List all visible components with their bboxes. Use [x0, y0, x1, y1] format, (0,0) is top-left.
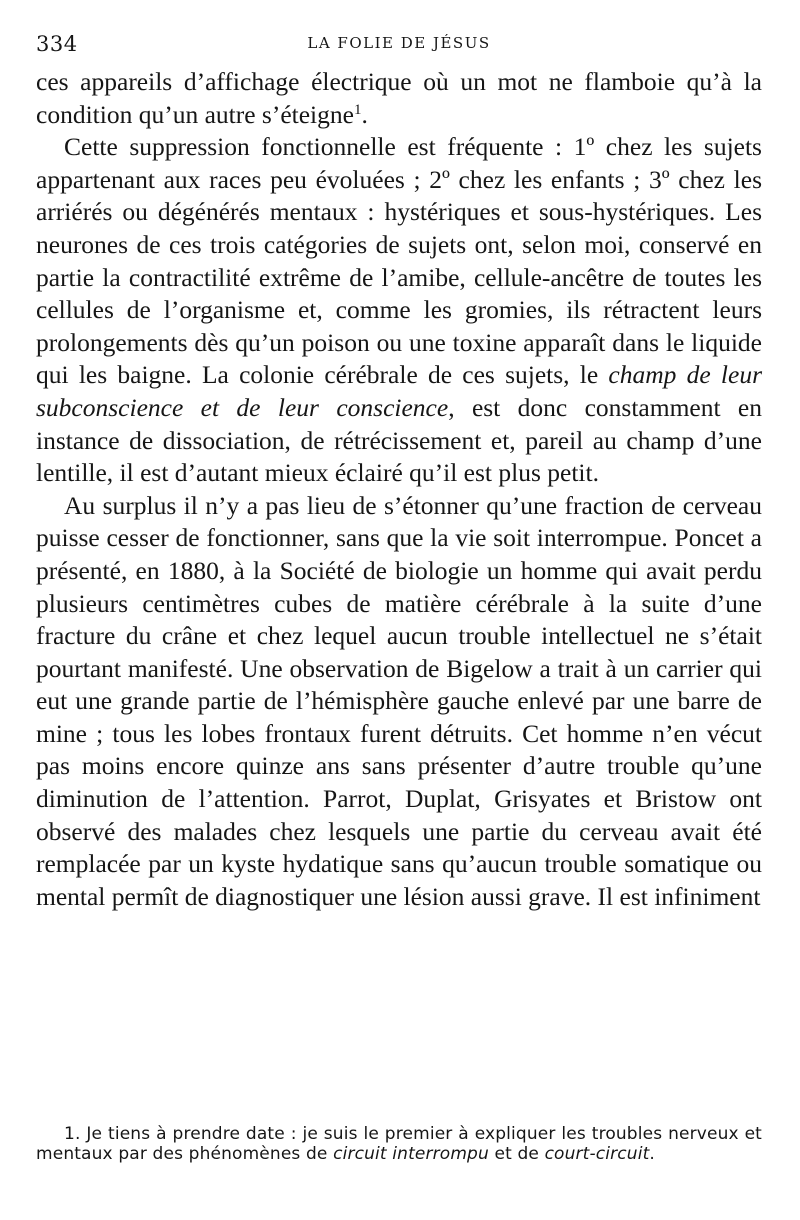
- paragraph-1-text: ces appareils d’affichage électrique où un mot ne flamboie qu’à la condition qu’un autre s’éteigne: [36, 67, 762, 129]
- paragraph-2-italic: champ de leur subconscience et de leur conscience: [36, 360, 762, 422]
- footnote-reference: 1: [353, 101, 362, 118]
- running-title: LA FOLIE DE JÉSUS: [307, 34, 491, 52]
- footnote-text-end: .: [649, 1143, 655, 1164]
- footnote-text-start: 1. Je tiens à prendre date : je suis le premier à expliquer les troubles nerveux et mentaux par des phénomènes de: [36, 1124, 762, 1164]
- paragraph-2: [36, 131, 762, 490]
- paragraph-2-text-end: , est donc constamment en instance de dissociation, de rétrécissement et, pareil au champ d’une lentille, il est d’autant mieux éclairé qu’il est plus petit.: [36, 392, 762, 488]
- paragraph-3: Au surplus il n’y a pas lieu de s’étonner qu’une fraction de cerveau puisse cesser de fonctionner, sans que la vie soit interrompue. Poncet a présenté, en 1880, à la Société de biologie un homme qui avait perdu plusieurs centimètres cubes de matière cérébrale à la suite d’une fracture du crâne et chez lequel aucun trouble intellectuel ne s’était pourtant manifesté. Une observation de Bigelow a trait à un carrier qui eut une grande partie de l’hémisphère gauche enlevé par une barre de mine ; tous les lobes frontaux furent détruits. Cet homme n’en vécut pas moins encore quinze ans sans présenter d’autre trouble qu’une diminution de l’attention. Parrot, Duplat, Grisyates et Bristow ont observé des malades chez lesquels une partie du cerveau avait été remplacée par un kyste hydatique sans qu’aucun trouble somatique ou mental permît de diagnostiquer une lésion aussi grave. Il est infiniment: [36, 490, 762, 911]
- book-page: [36, 22, 762, 913]
- footnote-italic-2: court-circuit: [544, 1143, 650, 1164]
- paragraph-2-text-start: Cette suppression fonctionnelle est fréquente : 1º chez les sujets appartenant aux races peu évoluées ; 2º chez les enfants ; 3º chez les arriérés ou dégénérés mentaux : hystériques et sous-hystériques. Les neurones de ces trois catégories de sujets ont, selon moi, conservé en partie la contractilité extrême de l’amibe, cellule-ancêtre de toutes les cellules de l’organisme et, comme les gromies, ils rétractent leurs prolongements dès qu’un poison ou une toxine apparaît dans le liquide qui les baigne. La colonie cérébrale de ces sujets, le: [36, 132, 762, 390]
- page-number: 334: [36, 32, 78, 56]
- page-header: [36, 22, 762, 66]
- paragraph-1: [36, 66, 762, 131]
- paragraph-1-end: .: [361, 99, 368, 129]
- footnote-1: [36, 1125, 762, 1164]
- body-text: [36, 66, 762, 913]
- footnote-italic-1: circuit interrompu: [333, 1143, 489, 1164]
- footnote-text-middle: et de: [488, 1143, 545, 1164]
- footnote-area: [36, 1125, 762, 1164]
